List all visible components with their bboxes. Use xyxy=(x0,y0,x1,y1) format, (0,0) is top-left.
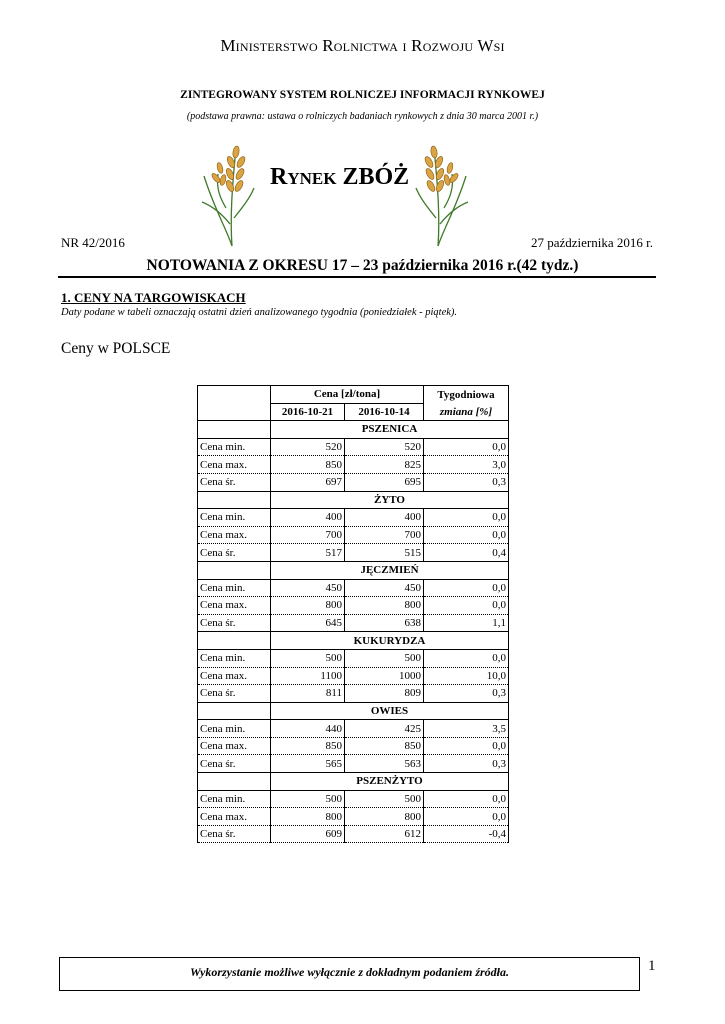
category-row xyxy=(198,632,509,650)
issue-date: 27 października 2016 r. xyxy=(530,235,653,250)
category-blank-cell xyxy=(198,632,271,650)
previous-price: 638 xyxy=(345,614,424,632)
row-label: Cena max. xyxy=(198,737,271,755)
row-label: Cena min. xyxy=(198,649,271,667)
current-price: 811 xyxy=(271,685,345,703)
category-row xyxy=(198,421,509,439)
table-row xyxy=(198,509,509,527)
table-row xyxy=(198,579,509,597)
row-label: Cena min. xyxy=(198,579,271,597)
previous-price: 825 xyxy=(345,456,424,474)
header-blank-cell xyxy=(198,386,271,421)
change-header-1: Tygodniowa xyxy=(424,386,509,404)
row-label: Cena śr. xyxy=(198,685,271,703)
previous-price: 695 xyxy=(345,473,424,491)
system-name: ZINTEGROWANY SYSTEM ROLNICZEJ INFORMACJI RYNKOWEJ xyxy=(180,89,545,101)
table-row xyxy=(198,526,509,544)
ministry-name xyxy=(0,36,725,56)
table-row xyxy=(198,808,509,826)
current-price: 800 xyxy=(271,808,345,826)
table-row xyxy=(198,456,509,474)
current-price: 800 xyxy=(271,597,345,615)
category-row xyxy=(198,773,509,791)
row-label: Cena max. xyxy=(198,526,271,544)
weekly-change: 0,0 xyxy=(424,526,509,544)
previous-price: 850 xyxy=(345,737,424,755)
price-table xyxy=(197,385,509,843)
table-row xyxy=(198,685,509,703)
category-row xyxy=(198,561,509,579)
weekly-change: 0,0 xyxy=(424,509,509,527)
previous-price: 515 xyxy=(345,544,424,562)
weekly-change: 1,1 xyxy=(424,614,509,632)
row-label: Cena śr. xyxy=(198,755,271,773)
previous-price: 425 xyxy=(345,720,424,738)
weekly-change: 3,5 xyxy=(424,720,509,738)
row-label: Cena min. xyxy=(198,438,271,456)
row-label: Cena max. xyxy=(198,808,271,826)
category-row xyxy=(198,491,509,509)
section-note: Daty podane w tabeli oznaczają ostatni dzień analizowanego tygodnia (poniedziałek - piątek). xyxy=(61,307,458,318)
current-price: 450 xyxy=(271,579,345,597)
previous-price: 500 xyxy=(345,790,424,808)
weekly-change: 0,0 xyxy=(424,808,509,826)
table-row xyxy=(198,438,509,456)
current-price: 517 xyxy=(271,544,345,562)
row-label: Cena min. xyxy=(198,509,271,527)
table-row xyxy=(198,755,509,773)
legal-basis: (podstawa prawna: ustawa o rolniczych badaniach rynkowych z dnia 30 marca 2001 r.) xyxy=(186,111,539,122)
current-price: 850 xyxy=(271,737,345,755)
wheat-icon-right xyxy=(412,128,474,248)
category-name: PSZENICA xyxy=(271,421,509,439)
row-label: Cena śr. xyxy=(198,614,271,632)
current-price: 400 xyxy=(271,509,345,527)
category-name: OWIES xyxy=(271,702,509,720)
table-row xyxy=(198,614,509,632)
previous-price: 800 xyxy=(345,597,424,615)
category-name: KUKURYDZA xyxy=(271,632,509,650)
weekly-change: 0,3 xyxy=(424,685,509,703)
wheat-icon-left xyxy=(196,128,258,248)
row-label: Cena śr. xyxy=(198,825,271,843)
table-row xyxy=(198,667,509,685)
weekly-change: 0,0 xyxy=(424,737,509,755)
current-price: 500 xyxy=(271,649,345,667)
weekly-change: 3,0 xyxy=(424,456,509,474)
category-name: ŻYTO xyxy=(271,491,509,509)
current-price: 700 xyxy=(271,526,345,544)
table-row xyxy=(198,473,509,491)
previous-price: 809 xyxy=(345,685,424,703)
change-header-2: zmiana [%] xyxy=(424,403,509,421)
current-price: 1100 xyxy=(271,667,345,685)
current-price: 645 xyxy=(271,614,345,632)
weekly-change: -0,4 xyxy=(424,825,509,843)
current-price: 440 xyxy=(271,720,345,738)
section-title: 1. CENY NA TARGOWISKACH xyxy=(61,290,246,305)
category-blank-cell xyxy=(198,561,271,579)
category-name: PSZENŻYTO xyxy=(271,773,509,791)
previous-price: 520 xyxy=(345,438,424,456)
category-row xyxy=(198,702,509,720)
weekly-change: 0,0 xyxy=(424,438,509,456)
row-label: Cena min. xyxy=(198,790,271,808)
previous-price: 400 xyxy=(345,509,424,527)
weekly-change: 0,0 xyxy=(424,597,509,615)
category-blank-cell xyxy=(198,491,271,509)
date-current-header: 2016-10-21 xyxy=(271,403,345,421)
quotation-period-headline: NOTOWANIA Z OKRESU 17 – 23 października 2016 r.(42 tydz.) xyxy=(146,257,579,274)
table-header-row-1 xyxy=(198,386,509,404)
previous-price: 800 xyxy=(345,808,424,826)
current-price: 697 xyxy=(271,473,345,491)
table-row xyxy=(198,597,509,615)
page-number: 1 xyxy=(648,958,656,974)
row-label: Cena min. xyxy=(198,720,271,738)
table-row xyxy=(198,790,509,808)
table-row xyxy=(198,649,509,667)
weekly-change: 0,3 xyxy=(424,473,509,491)
region-heading: Ceny w POLSCE xyxy=(61,340,171,357)
current-price: 609 xyxy=(271,825,345,843)
row-label: Cena max. xyxy=(198,597,271,615)
previous-price: 700 xyxy=(345,526,424,544)
table-row xyxy=(198,720,509,738)
previous-price: 1000 xyxy=(345,667,424,685)
weekly-change: 0,0 xyxy=(424,579,509,597)
current-price: 565 xyxy=(271,755,345,773)
category-blank-cell xyxy=(198,702,271,720)
previous-price: 500 xyxy=(345,649,424,667)
current-price: 520 xyxy=(271,438,345,456)
weekly-change: 10,0 xyxy=(424,667,509,685)
footer-note: Wykorzystanie możliwe wyłącznie z dokładnym podaniem źródła. xyxy=(189,965,509,979)
previous-price: 563 xyxy=(345,755,424,773)
weekly-change: 0,3 xyxy=(424,755,509,773)
date-previous-header: 2016-10-14 xyxy=(345,403,424,421)
ministry-name-text: Ministerstwo Rolnictwa i Rozwoju Wsi xyxy=(220,36,505,55)
issue-number: NR 42/2016 xyxy=(61,235,125,250)
weekly-change: 0,4 xyxy=(424,544,509,562)
price-header: Cena [zł/tona] xyxy=(271,386,424,404)
row-label: Cena max. xyxy=(198,456,271,474)
header-rule xyxy=(58,276,656,278)
table-row xyxy=(198,737,509,755)
previous-price: 450 xyxy=(345,579,424,597)
category-name: JĘCZMIEŃ xyxy=(271,561,509,579)
weekly-change: 0,0 xyxy=(424,649,509,667)
row-label: Cena śr. xyxy=(198,473,271,491)
current-price: 500 xyxy=(271,790,345,808)
category-blank-cell xyxy=(198,773,271,791)
weekly-change: 0,0 xyxy=(424,790,509,808)
category-blank-cell xyxy=(198,421,271,439)
market-title: Rynek ZBÓŻ xyxy=(270,164,410,190)
current-price: 850 xyxy=(271,456,345,474)
table-row xyxy=(198,544,509,562)
row-label: Cena max. xyxy=(198,667,271,685)
previous-price: 612 xyxy=(345,825,424,843)
row-label: Cena śr. xyxy=(198,544,271,562)
table-row xyxy=(198,825,509,843)
